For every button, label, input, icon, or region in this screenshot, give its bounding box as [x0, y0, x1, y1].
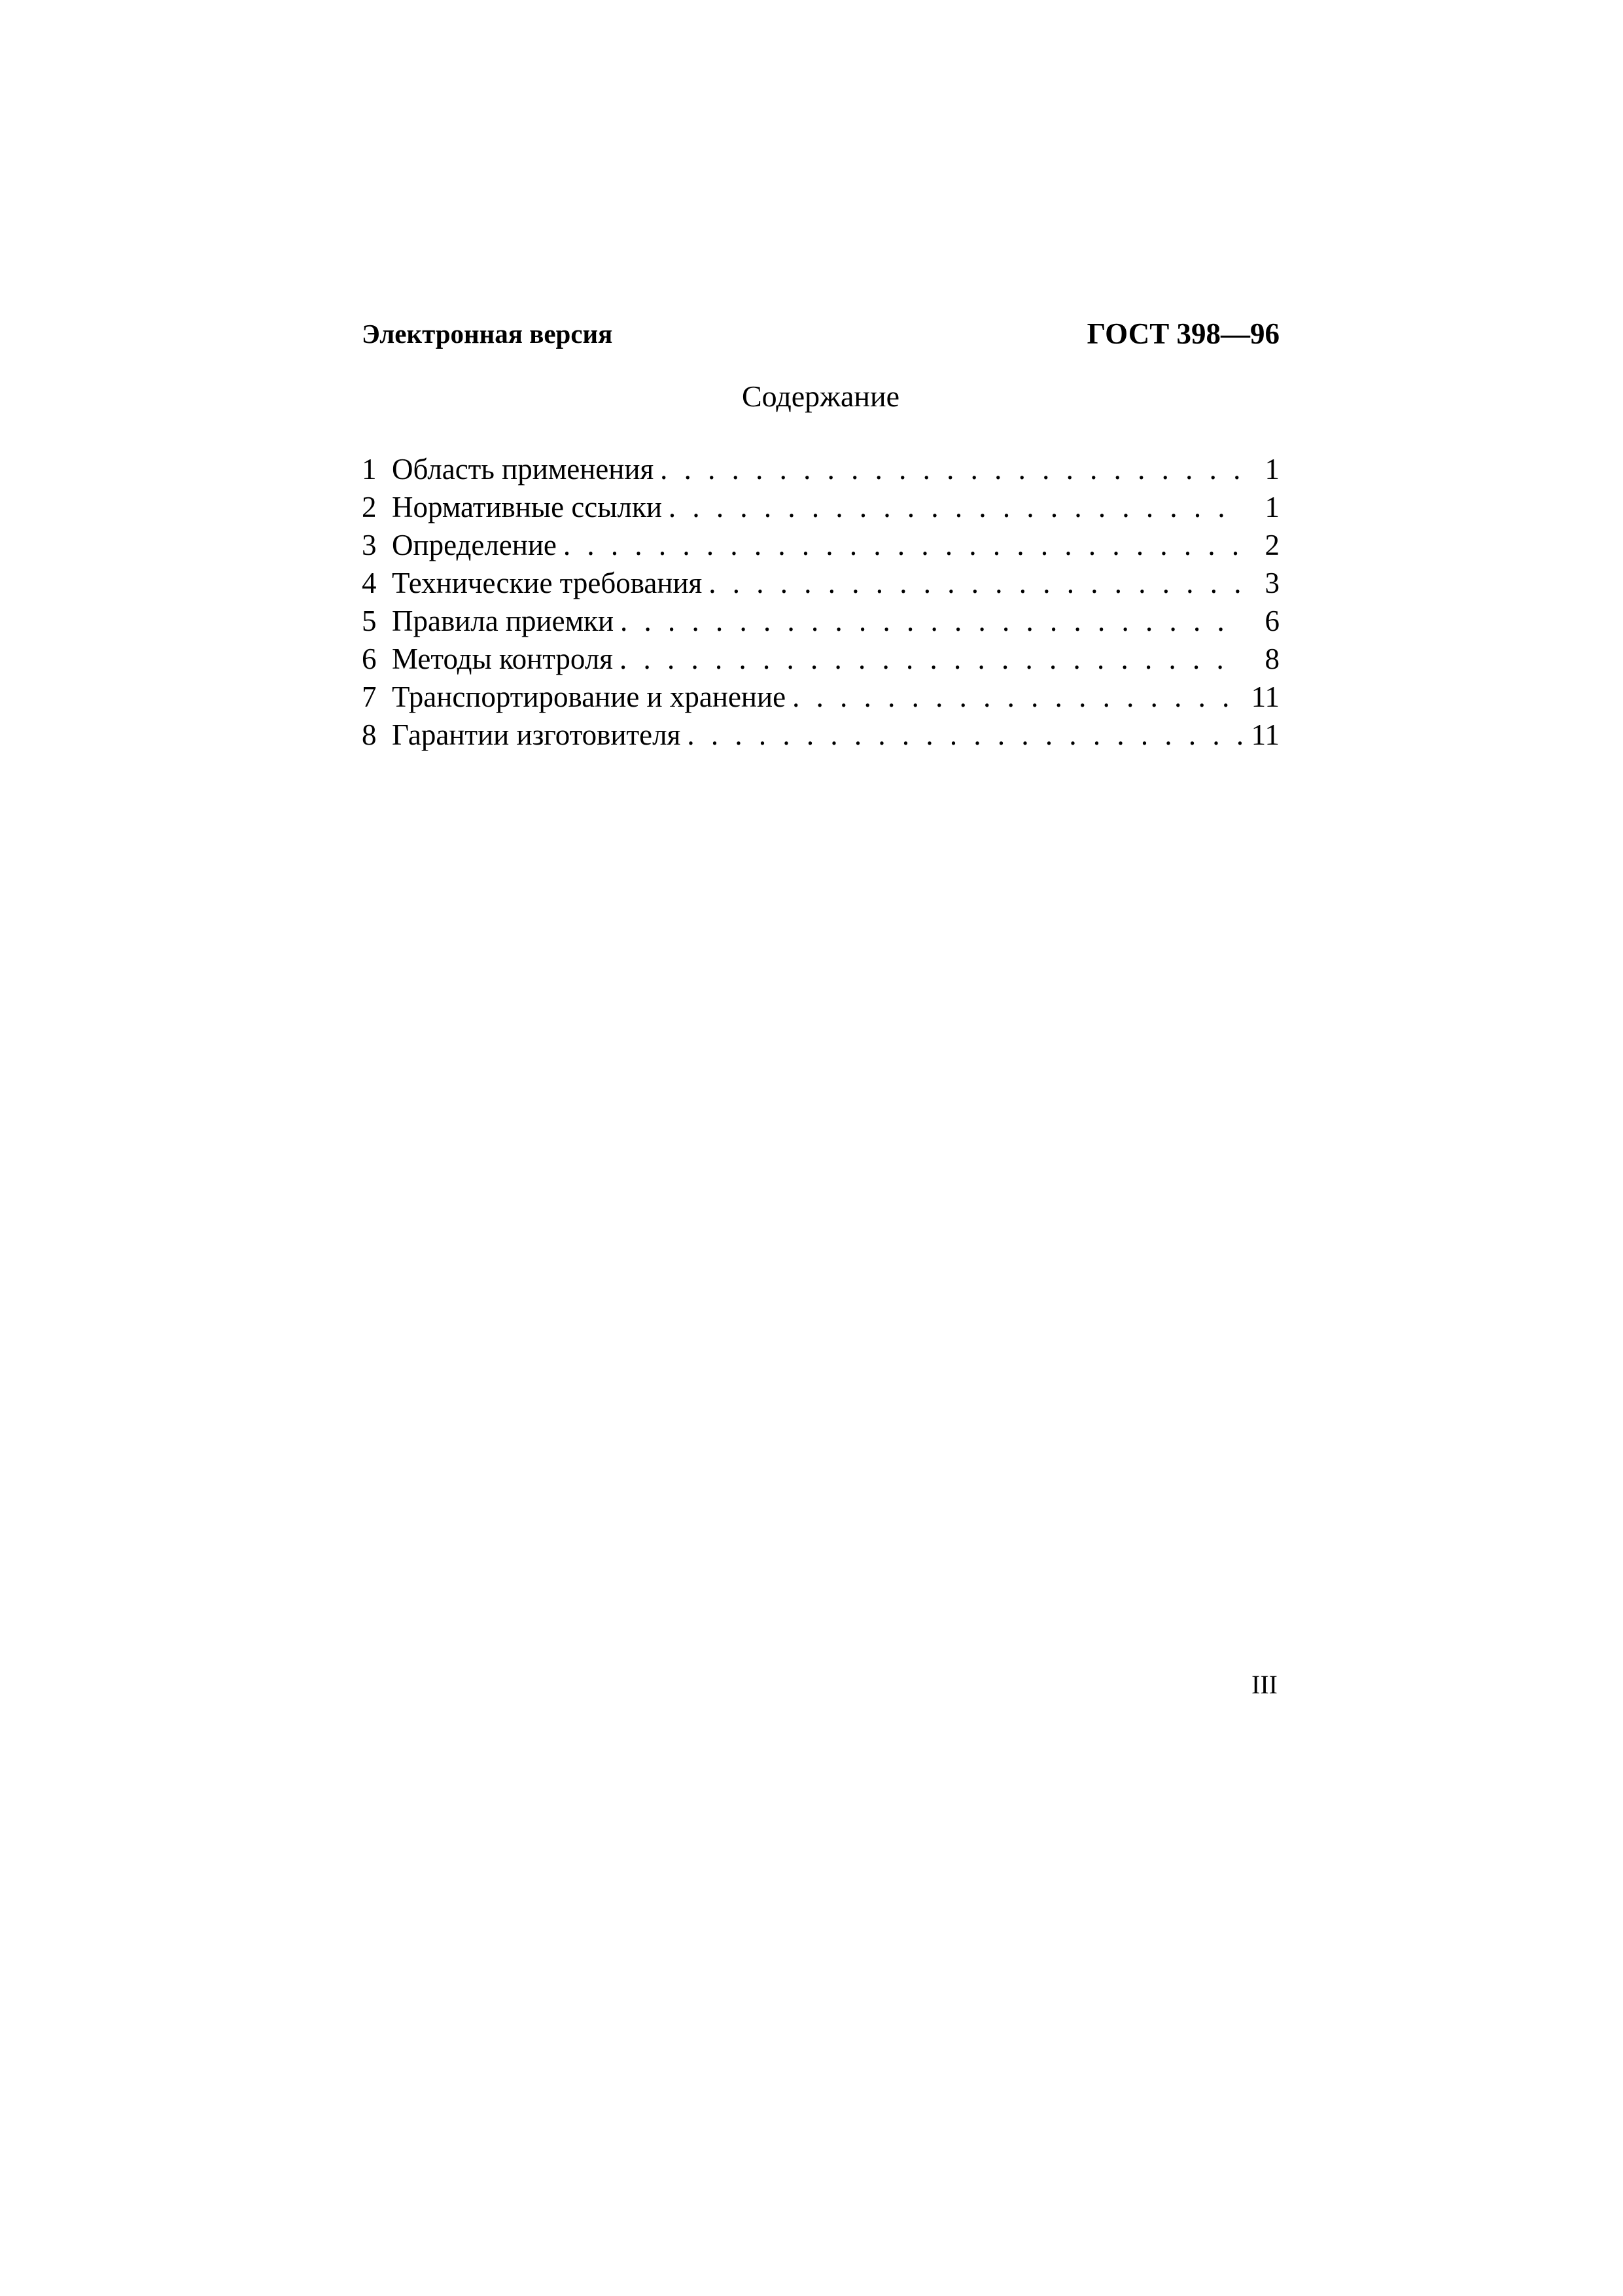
- toc-item-number: 7: [362, 680, 377, 713]
- toc-item-number: 1: [362, 453, 377, 486]
- toc-item-page: 6: [1265, 605, 1280, 637]
- toc-leader-dots: [792, 678, 1242, 716]
- toc-item-page: 1: [1265, 453, 1280, 486]
- toc-item-7: [362, 678, 1280, 716]
- toc-item-4: [362, 564, 1280, 602]
- toc-item-5: [362, 602, 1280, 640]
- toc-item-page: 1: [1265, 491, 1280, 523]
- toc-item-label: Правила приемки: [392, 605, 614, 637]
- toc-leader-dots: [687, 716, 1242, 754]
- toc-item-2: [362, 488, 1280, 526]
- toc-item-label: Определение: [392, 529, 557, 561]
- toc-item-page: 11: [1251, 680, 1280, 713]
- page-number: III: [1251, 1670, 1278, 1699]
- toc-item-page: 8: [1265, 643, 1280, 675]
- table-of-contents: [362, 450, 1280, 754]
- toc-item-1: [362, 450, 1280, 488]
- toc-leader-dots: [563, 526, 1242, 564]
- toc-item-number: 4: [362, 567, 377, 599]
- toc-item-label: Методы контроля: [392, 643, 613, 675]
- toc-item-number: 5: [362, 605, 377, 637]
- toc-item-page: 11: [1251, 718, 1280, 751]
- toc-item-page: 2: [1265, 529, 1280, 561]
- toc-leader-dots: [660, 450, 1242, 488]
- header-edition-label: Электронная версия: [362, 319, 613, 349]
- toc-item-page: 3: [1265, 567, 1280, 599]
- toc-item-number: 6: [362, 643, 377, 675]
- toc-item-label: Гарантии изготовителя: [392, 718, 681, 751]
- toc-leader-dots: [669, 488, 1242, 526]
- toc-item-number: 2: [362, 491, 377, 523]
- toc-item-label: Нормативные ссылки: [392, 491, 662, 523]
- header-standard-number: ГОСТ 398—96: [1087, 317, 1280, 350]
- toc-item-3: [362, 526, 1280, 564]
- toc-item-number: 3: [362, 529, 377, 561]
- toc-item-label: Транспортирование и хранение: [392, 680, 786, 713]
- toc-item-label: Область применения: [392, 453, 654, 486]
- toc-leader-dots: [708, 564, 1242, 602]
- toc-leader-dots: [620, 640, 1242, 678]
- toc-title: Содержание: [741, 380, 900, 413]
- toc-item-8: [362, 716, 1280, 754]
- toc-item-label: Технические требования: [392, 567, 703, 599]
- toc-item-number: 8: [362, 718, 377, 751]
- toc-leader-dots: [620, 602, 1242, 640]
- toc-item-6: [362, 640, 1280, 678]
